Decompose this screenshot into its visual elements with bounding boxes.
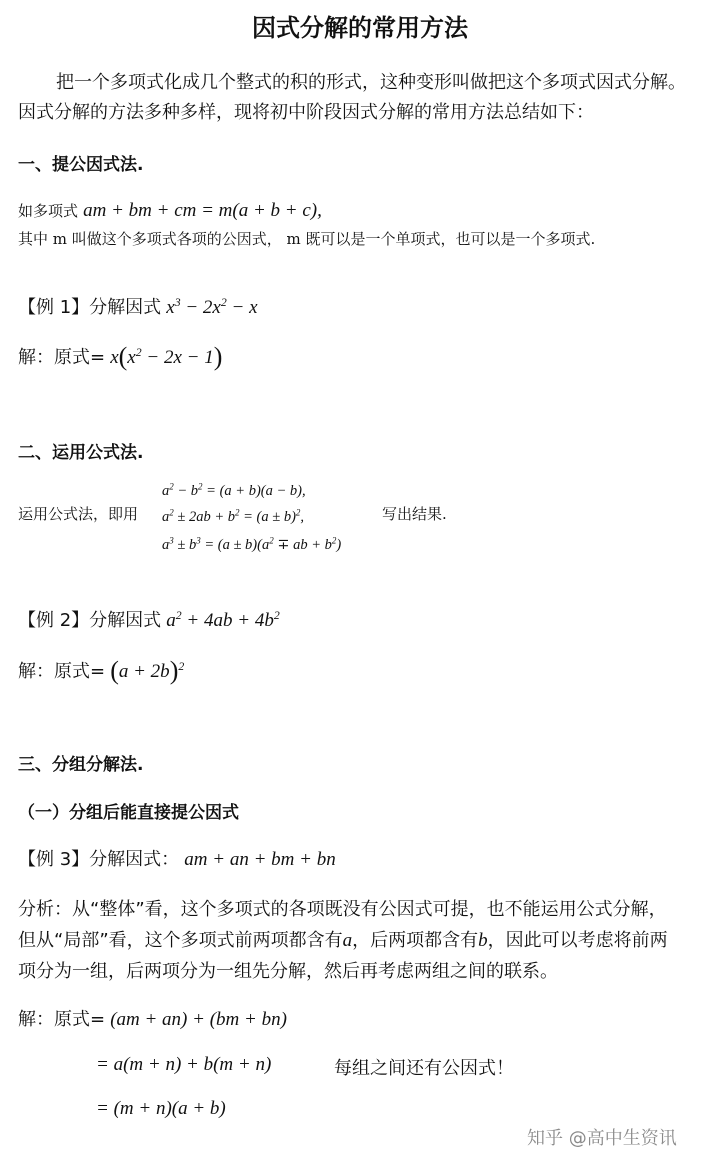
formula-sum-of-cubes: $a^3 \pm b^3 = (a \pm b)(a^2$ ∓ ab + $b^2$) — [162, 535, 342, 553]
example-1-solution-label: 解：原式= — [18, 347, 106, 368]
section1-example-prefix: 如多项式 — [18, 202, 79, 220]
example-2 — [18, 606, 280, 632]
example-3-step-2-note: 每组之间还有公因式！ — [334, 1058, 514, 1079]
example-3-label: 【例 3】分解因式： — [18, 849, 180, 870]
analysis-line-2-b: ，后两项都含有 — [352, 930, 479, 951]
watermark: 知乎 @高中生资讯 — [527, 1128, 677, 1149]
example-1-solution — [18, 342, 222, 372]
example-1-formula: $x^3 - 2x^2 - x$ — [166, 295, 258, 318]
section1-heading: 一、提公因式法. — [18, 155, 144, 175]
analysis-line-1: 分析：从“整体”看，这个多项式的各项既没有公因式可提，也不能运用公式分解， — [18, 899, 667, 920]
example-2-solution-formula: $(a + 2b)^2$ — [110, 656, 185, 685]
example-3-solution-label: 解：原式= — [18, 1009, 106, 1030]
section3-heading: 三、分组分解法. — [18, 755, 144, 775]
intro-line-2: 因式分解的方法多种多样，现将初中阶段因式分解的常用方法总结如下： — [18, 102, 594, 123]
section2-heading: 二、运用公式法. — [18, 443, 144, 463]
section2-intro-suffix: 写出结果. — [382, 505, 447, 523]
analysis-line-2-c: ，因此可以考虑将前两 — [487, 930, 668, 951]
analysis-line-2-a: 但从“局部”看，这个多项式前两项都含有 — [18, 930, 343, 951]
section1-example-formula: am + bm + cm = m(a + b + c), — [83, 200, 322, 221]
example-3-solution — [18, 1005, 287, 1031]
analysis-var-a: a — [342, 930, 353, 951]
example-1 — [18, 293, 258, 319]
example-2-solution — [18, 656, 184, 686]
example-1-solution-formula: $x(x^2 - 2x - 1)$ — [110, 342, 223, 371]
example-2-label: 【例 2】分解因式 — [18, 610, 162, 631]
formula-perfect-square: $a^2 \pm 2ab + b^2 = (a \pm b)^2$, — [162, 507, 305, 525]
example-3-formula: am + an + bm + bn — [184, 849, 336, 870]
page-title: 因式分解的常用方法 — [252, 14, 468, 42]
intro-line-1: 把一个多项式化成几个整式的积的形式，这种变形叫做把这个多项式因式分解。 — [56, 72, 686, 93]
analysis-line-2 — [18, 926, 668, 952]
section1-example — [18, 200, 322, 222]
section1-explanation: 其中 m 叫做这个多项式各项的公因式， m 既可以是一个单项式，也可以是一个多项式. — [18, 230, 596, 248]
example-2-solution-label: 解：原式= — [18, 661, 106, 682]
section3-subheading: （一）分组后能直接提公因式 — [18, 803, 239, 823]
section2-intro-prefix: 运用公式法，即用 — [18, 505, 139, 523]
example-3-step-3: = (m + n)(a + b) — [96, 1098, 226, 1119]
example-1-label: 【例 1】分解因式 — [18, 297, 162, 318]
example-3 — [18, 845, 336, 871]
formula-difference-of-squares: $a^2 - b^2 = (a + b)(a - b)$, — [162, 481, 306, 499]
analysis-line-3: 项分为一组，后两项分为一组先分解，然后再考虑两组之间的联系。 — [18, 961, 558, 982]
example-2-formula: $a^2 + 4ab + 4b^2$ — [166, 608, 280, 631]
example-3-step-1: (am + an) + (bm + bn) — [110, 1009, 287, 1030]
analysis-var-b: b — [478, 930, 488, 951]
example-3-step-2: = a(m + n) + b(m + n) — [96, 1054, 272, 1075]
